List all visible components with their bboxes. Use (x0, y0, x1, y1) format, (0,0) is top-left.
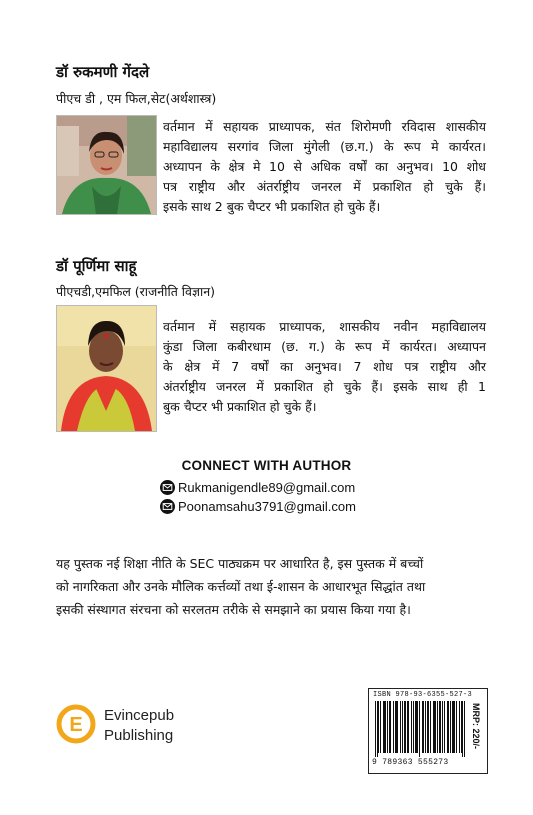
author2-photo (56, 305, 157, 432)
barcode-digits: 9 789363 555273 (372, 758, 449, 767)
envelope-icon (160, 480, 175, 495)
author1-qualification: पीएच डी , एम फिल,सेट(अर्थशास्त्र) (56, 91, 217, 106)
barcode-bars (375, 701, 467, 757)
email-row (160, 499, 356, 514)
envelope-icon (160, 499, 175, 514)
author2-bio-line: अंतर्राष्ट्रीय जनरल में प्रकाशित हो चुके हैं। इसके साथ ही 1 (163, 379, 486, 394)
author1-bio (163, 117, 486, 217)
isbn-barcode (368, 688, 488, 774)
summary-line: यह पुस्तक नई शिक्षा नीति के SEC पाठ्यक्रम पर आधारित है, इस पुस्तक में बच्चों (56, 556, 424, 571)
publisher-name: Evincepub (104, 707, 175, 724)
author1-bio-line: वर्तमान में सहायक प्राध्यापक, संत शिरोमणी रविदास शासकीय (163, 119, 486, 134)
author1-bio-line: महाविद्यालय सरगांव जिला मुंगेली (छ.ग.) के रूप मे कार्यरत। (163, 139, 486, 154)
mrp-label: MRP: 220/- (471, 703, 481, 750)
author2-bio-line: बुक चैप्टर भी प्रकाशित हो चुके हैं। (163, 399, 317, 414)
author1-bio-line: पत्र राष्ट्रीय और अंतर्राष्ट्रीय जनरल में प्रकाशित हो चुके हैं। (163, 179, 486, 194)
publisher-logo-icon (56, 704, 96, 744)
isbn-text: ISBN 978-93-6355-527-3 (373, 691, 473, 699)
email-link[interactable]: Poonamsahu3791@gmail.com (178, 499, 356, 514)
author2-bio-line: वर्तमान में सहायक प्राध्यापक, शासकीय नवीन महाविद्यालय (163, 319, 486, 334)
email-link[interactable]: Rukmanigendle89@gmail.com (178, 480, 356, 495)
author2-qualification: पीएचडी,एमफिल (राजनीति विज्ञान) (56, 284, 216, 299)
author1-name: डॉ रुकमणी गेंदले (56, 63, 150, 81)
author1-photo (56, 115, 157, 215)
author2-bio-line: के क्षेत्र में 7 वर्षों का अनुभव। 7 शोध पत्र राष्ट्रीय और (163, 359, 486, 374)
publisher-subtitle: Publishing (104, 727, 174, 744)
author2-name: डॉ पूर्णिमा साहू (56, 257, 137, 275)
author2-bio-line: कुंडा जिला कबीरधाम (छ. ग.) के रूप में कार्यरत। अध्यापन (163, 339, 486, 354)
connect-title: CONNECT WITH AUTHOR (181, 458, 352, 473)
summary-line: इसकी संस्थागत संरचना को सरलतम तरीके से समझाने का प्रयास किया गया है। (56, 602, 411, 617)
summary-line: को नागरिकता और उनके मौलिक कर्त्तव्यों तथा ई-शासन के आधारभूत सिद्धांत तथा (56, 579, 426, 594)
book-summary (56, 552, 486, 621)
author1-bio-line: अध्यापन के क्षेत्र मे 10 से अधिक वर्षों का अनुभव। 10 शोध (163, 159, 486, 174)
author2-bio (163, 317, 486, 417)
email-row (160, 480, 355, 495)
svg-text:E: E (69, 714, 83, 736)
author1-bio-line: इसके साथ 2 बुक चैप्टर भी प्रकाशित हो चुके हैं। (163, 199, 381, 214)
